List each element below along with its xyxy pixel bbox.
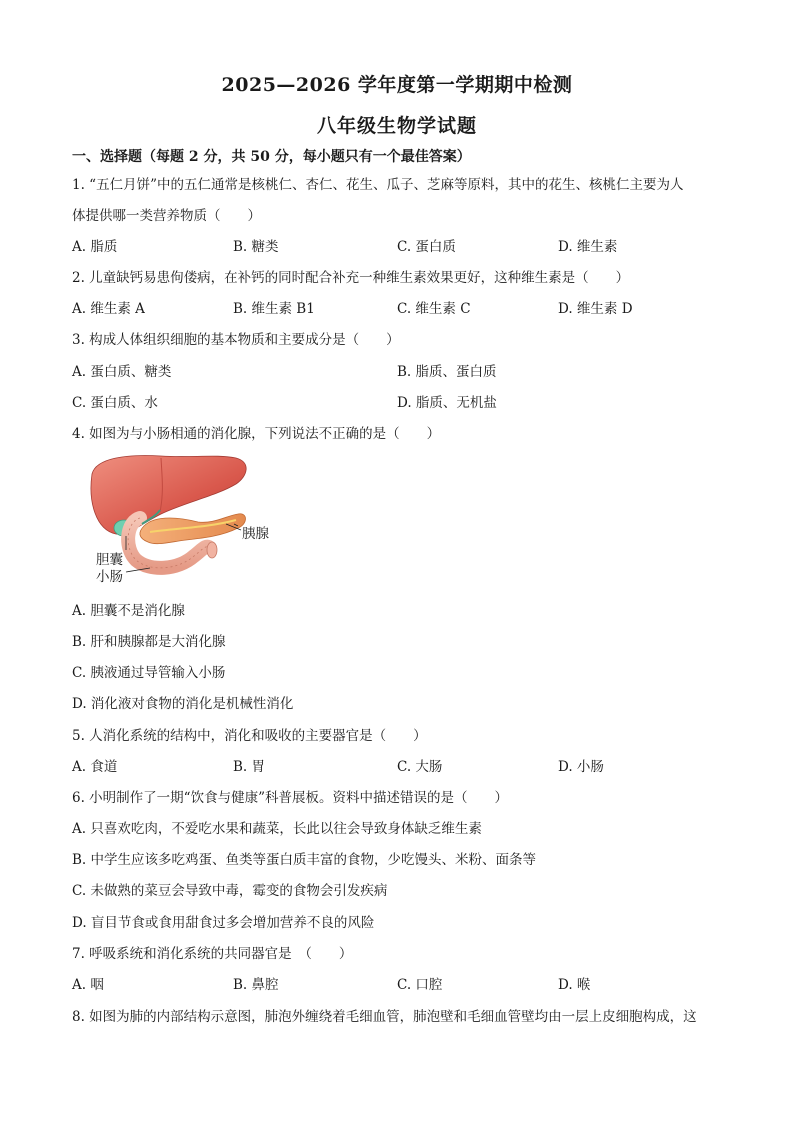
question-5-option-a: A. 食道 — [72, 759, 118, 775]
question-4-option-a: A. 胆囊不是消化腺 — [72, 603, 185, 619]
question-7-line-1: 7. 呼吸系统和消化系统的共同器官是 （ ） — [72, 946, 353, 962]
question-7-option-b: B. 鼻腔 — [233, 977, 279, 993]
digestive-gland-figure — [86, 452, 286, 584]
exam-title: 2025—2026 学年度第一学期期中检测 — [221, 74, 573, 96]
label-gallbladder: 胆囊 — [96, 552, 123, 568]
section-heading: 一、选择题（每题 2 分，共 50 分，每小题只有一个最佳答案） — [72, 149, 471, 165]
question-2-option-c: C. 维生素 C — [397, 301, 471, 317]
pancreas-shape — [140, 514, 246, 544]
question-7-option-a: A. 咽 — [72, 977, 104, 993]
question-6-option-a: A. 只喜欢吃肉，不爱吃水果和蔬菜，长此以往会导致身体缺乏维生素 — [72, 821, 482, 837]
question-5-line-1: 5. 人消化系统的结构中，消化和吸收的主要器官是（ ） — [72, 728, 427, 744]
question-3-option-a: A. 蛋白质、糖类 — [72, 364, 172, 380]
question-4-option-c: C. 胰液通过导管输入小肠 — [72, 665, 226, 681]
question-3-line-1: 3. 构成人体组织细胞的基本物质和主要成分是（ ） — [72, 332, 400, 348]
question-7-option-d: D. 喉 — [558, 977, 591, 993]
question-4-option-b: B. 肝和胰腺都是大消化腺 — [72, 634, 226, 650]
label-small-intestine: 小肠 — [96, 569, 123, 585]
question-2-option-d: D. 维生素 D — [558, 301, 633, 317]
question-7-option-c: C. 口腔 — [397, 977, 443, 993]
question-1-option-a: A. 脂质 — [72, 239, 118, 255]
question-1-line-2: 体提供哪一类营养物质（ ） — [72, 208, 261, 224]
question-2-option-a: A. 维生素 A — [72, 301, 145, 317]
question-2-option-b: B. 维生素 B1 — [233, 301, 315, 317]
question-5-option-b: B. 胃 — [233, 759, 266, 775]
question-5-option-d: D. 小肠 — [558, 759, 604, 775]
label-pancreas: 胰腺 — [242, 526, 269, 542]
question-6-line-1: 6. 小明制作了一期“饮食与健康”科普展板。资料中描述错误的是（ ） — [72, 790, 508, 806]
question-5-option-c: C. 大肠 — [397, 759, 443, 775]
question-3-option-d: D. 脂质、无机盐 — [397, 395, 497, 411]
question-4-option-d: D. 消化液对食物的消化是机械性消化 — [72, 696, 294, 712]
question-1-option-c: C. 蛋白质 — [397, 239, 456, 255]
question-6-option-c: C. 未做熟的菜豆会导致中毒，霉变的食物会引发疾病 — [72, 883, 388, 899]
question-8-line-1: 8. 如图为肺的内部结构示意图，肺泡外缠绕着毛细血管，肺泡壁和毛细血管壁均由一层上皮细胞构成，这 — [72, 1009, 697, 1025]
question-6-option-b: B. 中学生应该多吃鸡蛋、鱼类等蛋白质丰富的食物，少吃馒头、米粉、面条等 — [72, 852, 537, 868]
question-1-line-1: 1. “五仁月饼”中的五仁通常是核桃仁、杏仁、花生、瓜子、芝麻等原料，其中的花生、核桃仁主要为人 — [72, 177, 684, 193]
question-4-line-1: 4. 如图为与小肠相通的消化腺，下列说法不正确的是（ ） — [72, 426, 441, 442]
question-1-option-d: D. 维生素 — [558, 239, 618, 255]
question-1-option-b: B. 糖类 — [233, 239, 279, 255]
question-3-option-b: B. 脂质、蛋白质 — [397, 364, 497, 380]
exam-subtitle: 八年级生物学试题 — [316, 115, 477, 137]
question-2-line-1: 2. 儿童缺钙易患佝偻病，在补钙的同时配合补充一种维生素效果更好，这种维生素是（ ） — [72, 270, 630, 286]
question-6-option-d: D. 盲目节食或食用甜食过多会增加营养不良的风险 — [72, 915, 375, 931]
question-3-option-c: C. 蛋白质、水 — [72, 395, 158, 411]
